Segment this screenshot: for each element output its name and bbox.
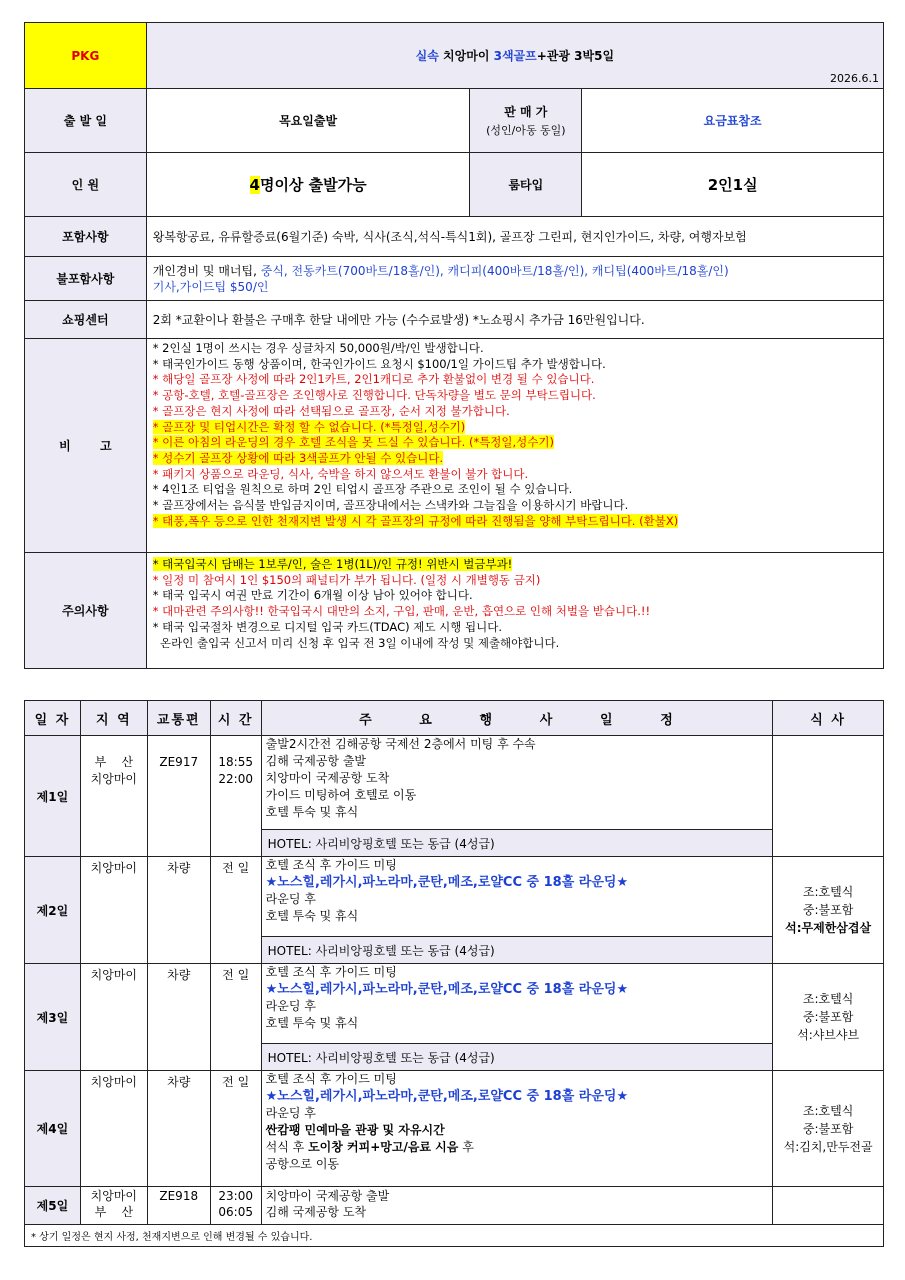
caution-item: * 태국 입국절차 변경으로 디지털 입국 카드(TDAC) 제도 시행 됩니다. (152, 619, 502, 634)
remark-item: * 골프장에서는 음식물 반입금지이며, 골프장내에서는 스낵카와 그늘집을 이용하시기 바랍니다. (152, 498, 629, 513)
itinerary-cell: 호텔 조식 후 가이드 미팅 ★노스힐,레가시,파노라마,쿤탄,메조,로얄CC 중 18홀 라운딩★ 라운딩 후 호텔 투숙 및 휴식 (261, 964, 773, 1044)
remarks-label: 비 고 (25, 339, 147, 553)
package-title: 실속 치앙마이 3색골프+관광 3박5일 2026.6.1 (146, 23, 883, 89)
table-row (25, 736, 884, 830)
people-value: 4명이상 출발가능 (146, 153, 470, 217)
golf-courses-highlight: ★노스힐,레가시,파노라마,쿤탄,메조,로얄CC 중 18홀 라운딩★ (265, 982, 629, 997)
departure-label: 출 발 일 (25, 89, 147, 153)
remark-item: * 골프장 및 티업시간은 확정 할 수 없습니다. (*특정일,성수기) (152, 419, 466, 434)
time-cell: 전 일 (210, 857, 261, 964)
remark-item: * 패키지 상품으로 라운딩, 식사, 숙박을 하지 않으셔도 환불이 불가 합니다. (152, 466, 529, 481)
header-itinerary: 주 요 행 사 일 정 (261, 701, 773, 736)
people-label: 인 원 (25, 153, 147, 217)
meals-cell: 조:호텔식 중:불포함 석:샤브샤브 (773, 964, 884, 1071)
excluded-text: 개인경비 및 매너팁, 중식, 전동카트(700바트/18홀/인), 캐디피(400바트/18홀/인), 캐디팁(400바트/18홀/인) 기사,가이드팁 $50/인 (146, 257, 883, 301)
region-cell: 치앙마이 부 산 (80, 1187, 147, 1225)
remark-item: * 태국인가이드 동행 상품이며, 한국인가이드 요청시 $100/1일 가이드팁 추가 발생합니다. (152, 356, 606, 371)
header-time: 시 간 (210, 701, 261, 736)
caution-list (146, 553, 883, 669)
region-cell: 치앙마이 (80, 1071, 147, 1187)
region-cell: 치앙마이 (80, 857, 147, 964)
itinerary-cell: 호텔 조식 후 가이드 미팅 ★노스힐,레가시,파노라마,쿤탄,메조,로얄CC 중 18홀 라운딩★ 라운딩 후 싼캄팽 민예마을 관광 및 자유시간 석식 후 도이창 커피+망고/음료 시음 후 공항으로 이동 (261, 1071, 773, 1187)
footnote-row (25, 1225, 884, 1247)
remarks-list (146, 339, 883, 553)
caution-item: * 대마관련 주의사항!! 한국입국시 대만의 소지, 구입, 판매, 운반, 흡연으로 인해 처벌을 받습니다.!! (152, 604, 651, 619)
transport-cell: ZE918 (147, 1187, 210, 1225)
itinerary-cell: 호텔 조식 후 가이드 미팅 ★노스힐,레가시,파노라마,쿤탄,메조,로얄CC 중 18홀 라운딩★ 라운딩 후 호텔 투숙 및 휴식 (261, 857, 773, 937)
remark-item: * 태풍,폭우 등으로 인한 천재지변 발생 시 각 골프장의 규정에 따라 진행됨을 양해 부탁드립니다. (환불X) (152, 513, 679, 528)
schedule-table (24, 700, 884, 1247)
header-transport: 교통편 (147, 701, 210, 736)
meals-cell (773, 1187, 884, 1225)
shopping-text: 2회 *교환이나 환불은 구매후 한달 내에만 가능 (수수료발생) *노쇼핑시 추가금 16만원입니다. (146, 301, 883, 339)
table-row (25, 1187, 884, 1225)
caution-item: 온라인 출입국 신고서 미리 신청 후 입국 전 3일 이내에 작성 및 제출해야합니다. (152, 635, 560, 650)
transport-cell: 차량 (147, 1071, 210, 1187)
pkg-badge: PKG (25, 23, 147, 89)
itinerary-cell: 출발2시간전 김해공항 국제선 2층에서 미팅 후 수속 김해 국제공항 출발 치앙마이 국제공항 도착 가이드 미팅하여 호텔로 이동 호텔 투숙 및 휴식 (261, 736, 773, 830)
room-label: 룸타입 (470, 153, 582, 217)
day-label: 제5일 (25, 1187, 81, 1225)
header-day: 일 자 (25, 701, 81, 736)
hotel-info: HOTEL: 사리비앙핑호텔 또는 동급 (4성급) (261, 937, 773, 964)
remark-item: * 성수기 골프장 상황에 따라 3색골프가 안될 수 있습니다. (152, 450, 444, 465)
package-info-table (24, 22, 884, 669)
meals-cell: 조:호텔식 중:불포함 석:무제한삼겹살 (773, 857, 884, 964)
day-label: 제3일 (25, 964, 81, 1071)
shopping-label: 쇼핑센터 (25, 301, 147, 339)
remark-item: * 이른 아침의 라운딩의 경우 호텔 조식을 못 드실 수 있습니다. (*특정일,성수기) (152, 435, 554, 450)
remark-item: * 4인1조 티업을 원칙으로 하며 2인 티업시 골프장 주관으로 조인이 될 수 있습니다. (152, 482, 573, 497)
remark-item: * 골프장은 현지 사정에 따라 선택됨으로 골프장, 순서 지정 불가합니다. (152, 403, 510, 418)
remark-item: * 2인실 1명이 쓰시는 경우 싱글차지 50,000원/박/인 발생합니다. (152, 341, 484, 355)
caution-item: * 태국 입국시 여권 만료 기간이 6개월 이상 남아 있어야 합니다. (152, 588, 473, 603)
excluded-label: 불포함사항 (25, 257, 147, 301)
schedule-header-row (25, 701, 884, 736)
golf-courses-highlight: ★노스힐,레가시,파노라마,쿤탄,메조,로얄CC 중 18홀 라운딩★ (265, 875, 629, 890)
meals-cell (773, 736, 884, 857)
footnote: * 상기 일정은 현지 사정, 천재지변으로 인해 변경될 수 있습니다. (25, 1225, 884, 1247)
transport-cell: 차량 (147, 964, 210, 1071)
time-cell: 전 일 (210, 1071, 261, 1187)
remark-item: * 공항-호텔, 호텔-골프장은 조인행사로 진행합니다. 단독차량을 별도 문의 부탁드립니다. (152, 388, 596, 403)
golf-courses-highlight: ★노스힐,레가시,파노라마,쿤탄,메조,로얄CC 중 18홀 라운딩★ (265, 1089, 629, 1104)
transport-cell: ZE917 (147, 736, 210, 857)
time-cell: 전 일 (210, 964, 261, 1071)
day-label: 제1일 (25, 736, 81, 857)
time-cell: 18:55 22:00 (210, 736, 261, 857)
room-value: 2인1실 (582, 153, 884, 217)
day-label: 제4일 (25, 1071, 81, 1187)
hotel-info: HOTEL: 사리비앙핑호텔 또는 동급 (4성급) (261, 1044, 773, 1071)
price-label: 판 매 가 (성인/아동 동일) (470, 89, 582, 153)
table-row (25, 857, 884, 937)
remark-item: * 해당일 골프장 사정에 따라 2인1카트, 2인1캐디로 추가 환불없이 변경 될 수 있습니다. (152, 372, 595, 387)
header-region: 지 역 (80, 701, 147, 736)
itinerary-cell: 치앙마이 국제공항 출발 김해 국제공항 도착 (261, 1187, 773, 1225)
departure-value: 목요일출발 (146, 89, 470, 153)
time-cell: 23:00 06:05 (210, 1187, 261, 1225)
hotel-info: HOTEL: 사리비앙핑호텔 또는 동급 (4성급) (261, 830, 773, 857)
header-meals: 식 사 (773, 701, 884, 736)
included-label: 포함사항 (25, 217, 147, 257)
document-date: 2026.6.1 (830, 72, 879, 85)
caution-item: * 일정 미 참여시 1인 $150의 패널티가 부가 됩니다. (일정 시 개별행동 금지) (152, 572, 541, 587)
table-row (25, 964, 884, 1044)
transport-cell: 차량 (147, 857, 210, 964)
caution-label: 주의사항 (25, 553, 147, 669)
region-cell: 치앙마이 (80, 964, 147, 1071)
included-text: 왕복항공료, 유류할증료(6월기준) 숙박, 식사(조식,석식-특식1회), 골프장 그린피, 현지인가이드, 차량, 여행자보험 (146, 217, 883, 257)
caution-item: * 태국입국시 담배는 1보루/인, 술은 1병(1L)/인 규정! 위반시 벌금부과! (152, 557, 513, 571)
region-cell: 부 산 치앙마이 (80, 736, 147, 857)
price-value: 요금표참조 (582, 89, 884, 153)
table-row (25, 1071, 884, 1187)
meals-cell: 조:호텔식 중:불포함 석:김치,만두전골 (773, 1071, 884, 1187)
day-label: 제2일 (25, 857, 81, 964)
